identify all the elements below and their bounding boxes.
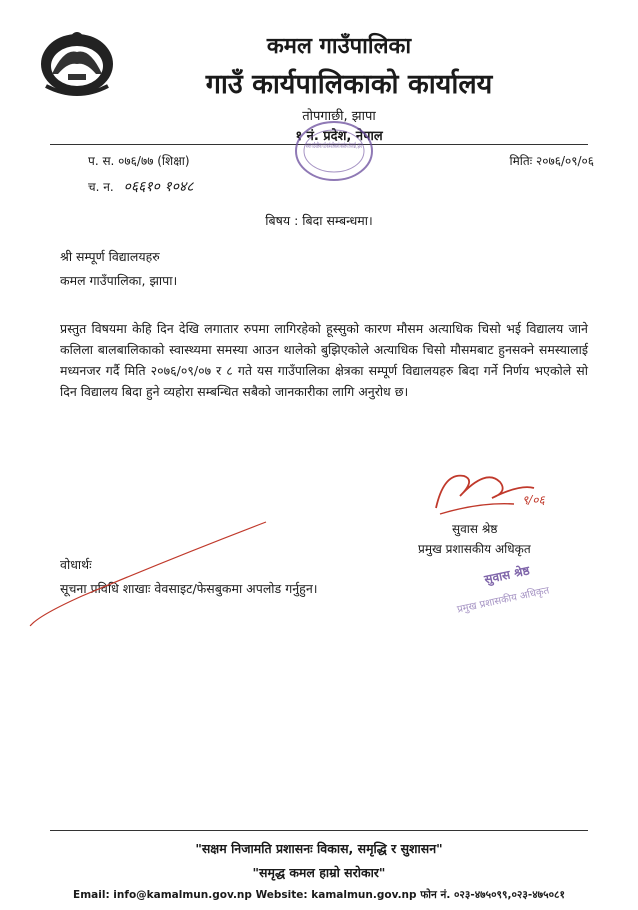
recipient-line-2: कमल गाउँपालिका, झापा। bbox=[60, 273, 178, 288]
signatory-stamp-name: सुवास श्रेष्ठ bbox=[483, 563, 531, 587]
signatory-stamp-title: प्रमुख प्रशासकीय अधिकृत bbox=[456, 585, 551, 616]
signature-date: ९/०६ bbox=[522, 493, 545, 507]
letter-subject: बिषय : बिदा सम्बन्धमा। bbox=[265, 213, 373, 228]
footer-slogan: "समृद्ध कमल हाम्रो सरोकार" bbox=[252, 865, 386, 880]
handwritten-signature bbox=[430, 462, 560, 520]
footer-divider bbox=[50, 830, 588, 831]
footer-motto: "सक्षम निजामति प्रशासनः विकास, समृद्धि र सुशासन" bbox=[195, 841, 443, 856]
signatory-title: प्रमुख प्रशासकीय अधिकृत bbox=[418, 542, 531, 556]
dispatch-label: च. न. bbox=[88, 180, 114, 194]
office-stamp-text: कमल गाउँपालिका गाउँ कार्यपालिकाको कार्यालय तोपगाछी, झापा bbox=[306, 142, 470, 150]
office-round-stamp bbox=[292, 118, 470, 184]
dispatch-row bbox=[88, 177, 194, 196]
office-name: गाउँ कार्यपालिकाको कार्यालय bbox=[205, 69, 493, 100]
letter-number: प. स. ०७६/७७ (शिक्षा) bbox=[88, 154, 190, 168]
dispatch-number: ०६६१० १०४८ bbox=[123, 179, 194, 195]
municipality-name: कमल गाउँपालिका bbox=[266, 34, 412, 59]
recipient-line-1: श्री सम्पूर्ण विद्यालयहरु bbox=[60, 249, 160, 264]
letter-body: प्रस्तुत विषयमा केहि दिन देखि लगातार रुपमा लागिरहेको हूस्सुको कारण मौसम अत्याधिक चिसो भई विद्यालय जाने कलिला बालबालिकाको स्वास्थ्यमा समस्या आउन थालेको बुझिएकोले अत्याधिक चिसो मौसमबाट हुनसक्ने समस्यालाई मध्यनजर गर्दै मिति २०७६/०९/०७ र ८ गते यस गाउँपालिका क्षेत्रका सम्पूर्ण विद्यालयहरु बिदा गर्ने निर्णय भएकोले सो दिन विद्यालय बिदा हुने व्यहोरा सम्बन्धित सबैको जानकारीका लागि अनुरोध छ। bbox=[60, 321, 588, 399]
letter-date: मितिः २०७६/०९/०६ bbox=[509, 154, 594, 168]
office-location: तोपगाछी, झापा bbox=[302, 109, 376, 124]
red-pen-stroke bbox=[22, 518, 272, 630]
footer-contact: Email: info@kamalmun.gov.np Website: kamalmun.gov.np फोन नं. ०२३-४७५०९९,०२३-४७५०८१ bbox=[73, 889, 565, 901]
signatory-name: सुवास श्रेष्ठ bbox=[452, 522, 498, 536]
province-name: १ नं. प्रदेश, नेपाल bbox=[295, 129, 383, 144]
fyi-label: वोधार्थः bbox=[60, 557, 92, 572]
fyi-line: सूचना प्रविधि शाखाः वेवसाइट/फेसबुकमा अपलोड गर्नुहुन। bbox=[60, 581, 318, 596]
